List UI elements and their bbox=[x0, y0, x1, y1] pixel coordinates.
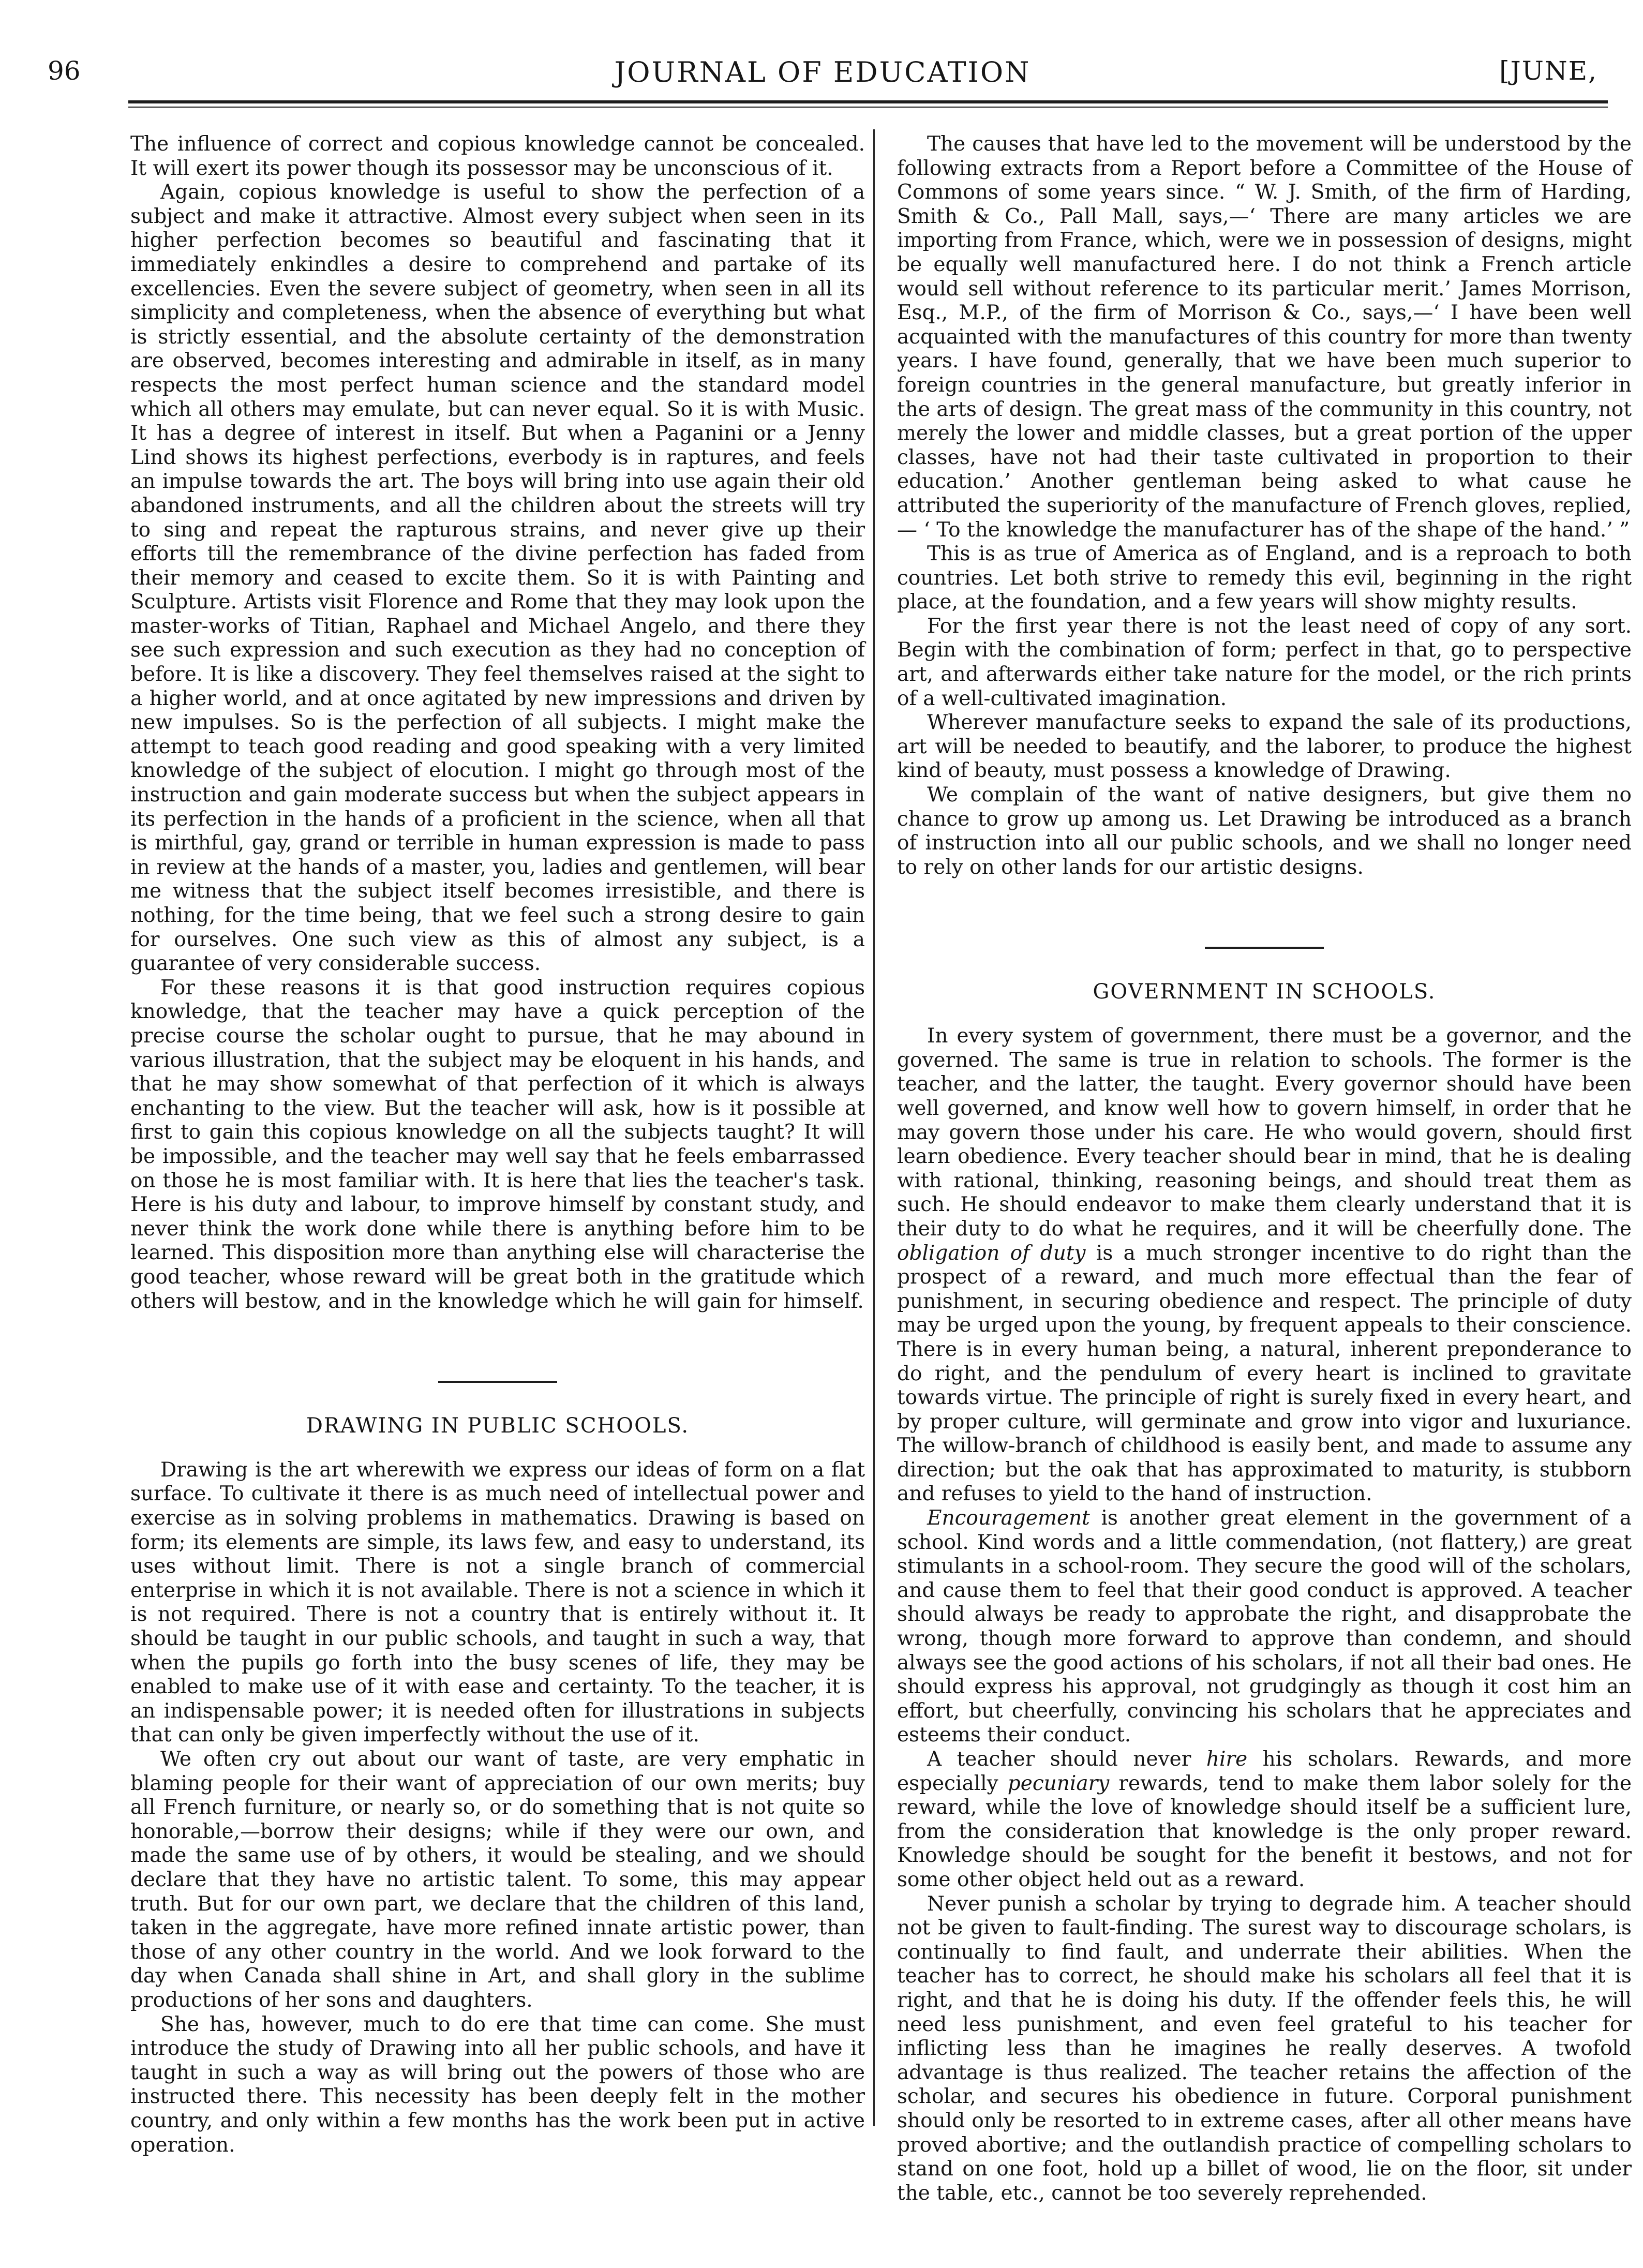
header-rule-thick bbox=[128, 100, 1608, 103]
paragraph: For the first year there is not the least need of copy of any sort. Begin with the combination of form; perfect in that, go to perspective art, and afterwards either take nature for the model, or the rich prints of a well-cultivated imagination. bbox=[897, 614, 1632, 710]
paragraph: The causes that have led to the movement will be understood by the following extracts from a Report before a Committee of the House of Commons of some years since. “ W. J. Smith, of the firm of Harding, Smith & Co., Pall Mall, says,—‘ There are many articles we are importing from France, which, were we in possession of designs, might be equally well manufactured here. I do not think a French article would sell without reference to its particular merit.’ James Morrison, Esq., M.P., of the firm of Morrison & Co., says,—‘ I have been well acquainted with the manufactures of this country for more than twenty years. I have found, generally, that we have been much superior to foreign countries in the general manufacture, but greatly inferior in the arts of design. The great mass of the community in this country, not merely the lower and middle classes, but a great portion of the upper classes, have not had their taste cultivated in proportion to their education.’ Another gentleman being asked to what cause he attributed the superiority of the manufacture of French gloves, replied,— ‘ To the knowledge the manufacturer has of the shape of the hand.’ ” bbox=[897, 132, 1632, 542]
page-header bbox=[41, 56, 1604, 97]
section-title-government: GOVERNMENT IN SCHOOLS. bbox=[1093, 980, 1436, 1004]
paragraph: Never punish a scholar by trying to degrade him. A teacher should not be given to fault-finding. The surest way to discourage scholars, is continually to find fault, and underrate their abilities. When the teacher has to correct, he should make his scholars all feel that it is right, and that he is doing his duty. If the offender feels this, he will need less punishment, and even feel grateful to his teacher for inflicting less than he imagines he really deserves. A twofold advantage is thus realized. The teacher retains the affection of the scholar, and secures his obedience in future. Corporal punishment should only be resorted to in extreme cases, after all other means have proved abortive; and the outlandish practice of compelling scholars to stand on one foot, hold up a billet of wood, lie on the floor, sit under the table, etc., cannot be too severely reprehended. bbox=[897, 1892, 1632, 2205]
text-run: is another great element in the government of a school. Kind words and a little commendation, (not flattery,) are great stimulants in a school-room. They secure the good will of the scholars, and cause them to feel that their good conduct is approved. A teacher should always be ready to approbate the right, and disapprobate the wrong, though more forward to approve than condemn, and should always see the good actions of his scholars, if not all their bad ones. He should express his approval, not grudgingly as though it cost him an effort, but cheerfully, convincing his scholars that he appreciates and esteems their conduct. bbox=[897, 1506, 1632, 1747]
left-column bbox=[130, 132, 865, 2157]
journal-title: JOURNAL OF EDUCATION bbox=[614, 56, 1031, 88]
paragraph: We complain of the want of native designers, but give them no chance to grow up among us. Let Drawing be introduced as a branch of instruction into all our public schools, and we shall no longer need to rely on other lands for our artistic designs. bbox=[897, 783, 1632, 879]
paragraph: Drawing is the art wherewith we express our ideas of form on a flat surface. To cultivate it there is as much need of intellectual power and exercise as in solving problems in mathematics. Drawing is based on form; its elements are simple, its laws few, and easy to understand, its uses without limit. There is not a single branch of commercial enterprise in which it is not available. There is not a science in which it is not required. There is not a country that is entirely without it. It should be taught in our public schools, and taught in such a way, that when the pupils go forth into the busy scenes of life, they may be enabled to make use of it with ease and certainty. To the teacher, it is an indispensable power; it is needed often for illustrations in subjects that can only be given imperfectly without the use of it. bbox=[130, 1458, 865, 1747]
right-column bbox=[897, 132, 1632, 2205]
paragraph bbox=[897, 1024, 1632, 1506]
text-run: his scholars. Rewards, and more especially bbox=[897, 1748, 1632, 1795]
text-run: is a much stronger incentive to do right than the prospect of a reward, and much more effectual than the fear of punishment, in securing obedience and respect. The principle of duty may be urged upon the young, by frequent appeals to their conscience. There is in every human being, a natural, inherent preponderance to do right, and the pendulum of every heart is inclined to gravitate towards virtue. The principle of right is surely fixed in every heart, and by proper culture, will germinate and grow into vigor and luxuriance. The willow-branch of childhood is easily bent, and made to assume any direction; but the oak that has approximated to maturity, is stubborn and refuses to yield to the hand of instruction. bbox=[897, 1241, 1632, 1506]
text-run: A teacher should never bbox=[927, 1748, 1191, 1771]
paragraph: For these reasons it is that good instruction requires copious knowledge, that the teacher may have a quick perception of the precise course the scholar ought to pursue, that he may abound in various illustration, that the subject may be eloquent in his hands, and that he may show somewhat of that perfection of it which is always enchanting to the view. But the teacher will ask, how is it possible at first to gain this copious knowledge on all the subjects taught? It will be impossible, and the teacher may well say that he feels embarrassed on those he is most familiar with. It is here that lies the teacher's task. Here is his duty and labour, to improve himself by constant study, and never think the work done while there is anything before him to be learned. This disposition more than anything else will characterise the good teacher, whose reward will be great both in the gratitude which others will bestow, and in the knowledge which he will gain for himself. bbox=[130, 976, 865, 1313]
italic-phrase: pecuniary bbox=[1007, 1771, 1110, 1795]
italic-phrase: obligation of duty bbox=[897, 1241, 1086, 1265]
paragraph: We often cry out about our want of taste, are very emphatic in blaming people for their want of appreciation of our own merits; buy all French furniture, or nearly so, or do something that is not quite so honorable,—borrow their designs; while if they were our own, and made the same use of by others, it would be stealing, and we should declare that they have no artistic talent. To some, this may appear truth. But for our own part, we declare that the children of this land, taken in the aggregate, have more refined innate artistic power, than those of any other country in the world. And we look forward to the day when Canada shall shine in Art, and shall glory in the sublime productions of her sons and daughters. bbox=[130, 1748, 865, 2012]
section-title-drawing: DRAWING IN PUBLIC SCHOOLS. bbox=[306, 1414, 690, 1438]
paragraph bbox=[897, 1506, 1632, 1748]
paragraph: This is as true of America as of England, and is a reproach to both countries. Let both strive to remedy this evil, beginning in the right place, at the foundation, and a few years will show mighty results. bbox=[897, 542, 1632, 614]
italic-phrase: hire bbox=[1206, 1748, 1248, 1771]
paragraph: She has, however, much to do ere that time can come. She must introduce the study of Drawing into all her public schools, and have it taught in such a way as will bring out the powers of those who are instructed there. This necessity has been deeply felt in the mother country, and only within a few months has the work been put in active operation. bbox=[130, 2012, 865, 2157]
text-run: In every system of government, there must be a governor, and the governed. The same is true in relation to schools. The former is the teacher, and the latter, the taught. Every governor should have been well governed, and know well how to govern himself, in order that he may govern those under his care. He who would govern, should first learn obedience. Every teacher should bear in mind, that he is dealing with rational, thinking, reasoning beings, and should treat them as such. He should endeavor to make them clearly understand that it is their duty to do what he requires, and it will be cheerfully done. The bbox=[897, 1024, 1632, 1241]
italic-phrase: Encouragement bbox=[927, 1506, 1090, 1530]
paragraph: Wherever manufacture seeks to expand the sale of its productions, art will be needed to beautify, and the laborer, to produce the highest kind of beauty, must possess a knowledge of Drawing. bbox=[897, 711, 1632, 783]
paragraph: The influence of correct and copious knowledge cannot be concealed. It will exert its power though its possessor may be unconscious of it. bbox=[130, 132, 865, 180]
text-run: rewards, tend to make them labor solely for the reward, while the love of knowledge should itself be a sufficient lure, from the consideration that knowledge is the only proper reward. Knowledge should be sought for the benefit it bestows, and not for some other object held out as a reward. bbox=[897, 1771, 1632, 1891]
paragraph bbox=[897, 1748, 1632, 1892]
column-divider bbox=[873, 129, 875, 2126]
paragraph: Again, copious knowledge is useful to show the perfection of a subject and make it attractive. Almost every subject when seen in its higher perfection becomes so beautiful and fascinating that it immediately enkindles a desire to comprehend and partake of its excellencies. Even the severe subject of geometry, when seen in all its simplicity and completeness, when the absence of everything but what is strictly essential, and the absolute certainty of the demonstration are observed, becomes interesting and admirable in itself, as in many respects the most perfect human science and the standard model which all others may emulate, but can never equal. So it is with Music. It has a degree of interest in itself. But when a Paganini or a Jenny Lind shows its highest perfections, everbody is in raptures, and feels an impulse towards the art. The boys will bring into use again their old abandoned instruments, and all the children about the streets will try to sing and repeat the rapturous strains, and never give up their efforts till the remembrance of the divine perfection has faded from their memory and ceased to excite them. So it is with Painting and Sculpture. Artists visit Florence and Rome that they may look upon the master-works of Titian, Raphael and Michael Angelo, and there they see such expression and such execution as they had no conception of before. It is like a discovery. They feel themselves raised at the sight to a higher world, and at once agitated by new impressions and driven by new impulses. So is the perfection of all subjects. I might make the attempt to teach good reading and good speaking with a very limited knowledge of the subject of elocution. I might go through most of the instruction and gain moderate success but when the subject appears in its perfection in the hands of a proficient in the science, when all that is mirthful, gay, grand or terrible in human expression is made to pass in review at the hands of a master, you, ladies and gentlemen, will bear me witness that the subject itself becomes irresistible, and there is nothing, for the time being, that we feel such a strong desire to gain for ourselves. One such view as this of almost any subject, is a guarantee of very considerable success. bbox=[130, 181, 865, 976]
page-number: 96 bbox=[48, 56, 81, 86]
header-month: [JUNE, bbox=[1499, 56, 1597, 86]
header-rule-thin bbox=[128, 107, 1608, 108]
